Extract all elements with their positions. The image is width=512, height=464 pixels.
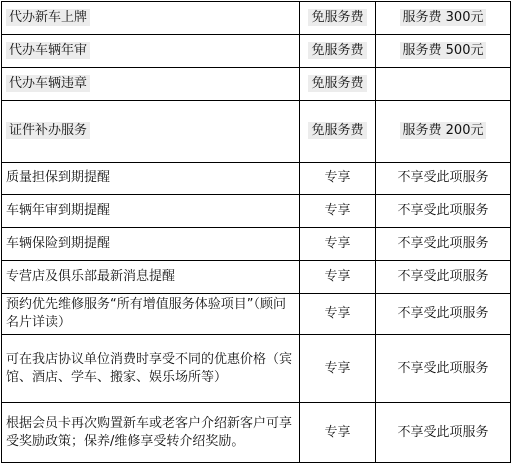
service-name-cell: 质量担保到期提醒: [2, 162, 300, 195]
non-member-cell: 不享受此项服务: [376, 228, 511, 261]
member-benefit-cell: 专享: [300, 403, 376, 463]
non-member-fee: 服务费 500元: [400, 42, 487, 59]
non-member-cell: [376, 34, 511, 67]
table-row: [2, 335, 511, 403]
member-benefit: 免服务费: [308, 75, 366, 92]
non-member-cell: 不享受此项服务: [376, 335, 511, 403]
member-benefit: 免服务费: [308, 42, 366, 59]
service-name-cell: 可在我店协议单位消费时享受不同的优惠价格（宾馆、酒店、学车、搬家、娱乐场所等）: [2, 335, 300, 403]
member-benefit-cell: 专享: [300, 261, 376, 294]
non-member-fee: 服务费 300元: [400, 9, 487, 26]
non-member-cell: [376, 67, 511, 100]
service-name-cell: [2, 2, 300, 35]
member-benefit-cell: 专享: [300, 195, 376, 228]
service-name-cell: 专营店及俱乐部最新消息提醒: [2, 261, 300, 294]
service-name-cell: 根据会员卡再次购置新车或老客户介绍新客户可享受奖励政策；保养/维修享受转介绍奖励。: [2, 403, 300, 463]
table-row: [2, 261, 511, 294]
member-benefit: 免服务费: [308, 122, 366, 139]
table-row: [2, 195, 511, 228]
non-member-cell: 不享受此项服务: [376, 403, 511, 463]
service-name-cell: [2, 67, 300, 100]
table-row: [2, 162, 511, 195]
non-member-cell: 不享受此项服务: [376, 195, 511, 228]
service-name-cell: [2, 100, 300, 162]
service-name: 代办新车上牌: [6, 9, 90, 26]
service-comparison-table: [1, 1, 511, 463]
non-member-fee: 服务费 200元: [400, 122, 487, 139]
member-benefit-cell: 专享: [300, 162, 376, 195]
member-benefit-cell: 专享: [300, 228, 376, 261]
service-name: 代办车辆违章: [6, 75, 90, 92]
non-member-cell: 不享受此项服务: [376, 162, 511, 195]
member-benefit-cell: [300, 67, 376, 100]
non-member-cell: [376, 100, 511, 162]
member-benefit-cell: [300, 2, 376, 35]
member-benefit-cell: 专享: [300, 294, 376, 335]
non-member-cell: 不享受此项服务: [376, 294, 511, 335]
non-member-cell: [376, 2, 511, 35]
service-name-cell: [2, 34, 300, 67]
service-name: 证件补办服务: [6, 122, 90, 139]
non-member-cell: 不享受此项服务: [376, 261, 511, 294]
service-name-cell: 车辆年审到期提醒: [2, 195, 300, 228]
member-benefit-cell: 专享: [300, 335, 376, 403]
member-benefit-cell: [300, 34, 376, 67]
table-row: [2, 228, 511, 261]
table-row: [2, 67, 511, 100]
table-row: [2, 2, 511, 35]
member-benefit-cell: [300, 100, 376, 162]
service-name-cell: 预约优先维修服务“所有增值服务体验项目”（顾问名片详读）: [2, 294, 300, 335]
table-row: [2, 100, 511, 162]
table-row: [2, 294, 511, 335]
table-row: [2, 34, 511, 67]
service-name: 代办车辆年审: [6, 42, 90, 59]
table-row: [2, 403, 511, 463]
member-benefit: 免服务费: [308, 9, 366, 26]
service-name-cell: 车辆保险到期提醒: [2, 228, 300, 261]
